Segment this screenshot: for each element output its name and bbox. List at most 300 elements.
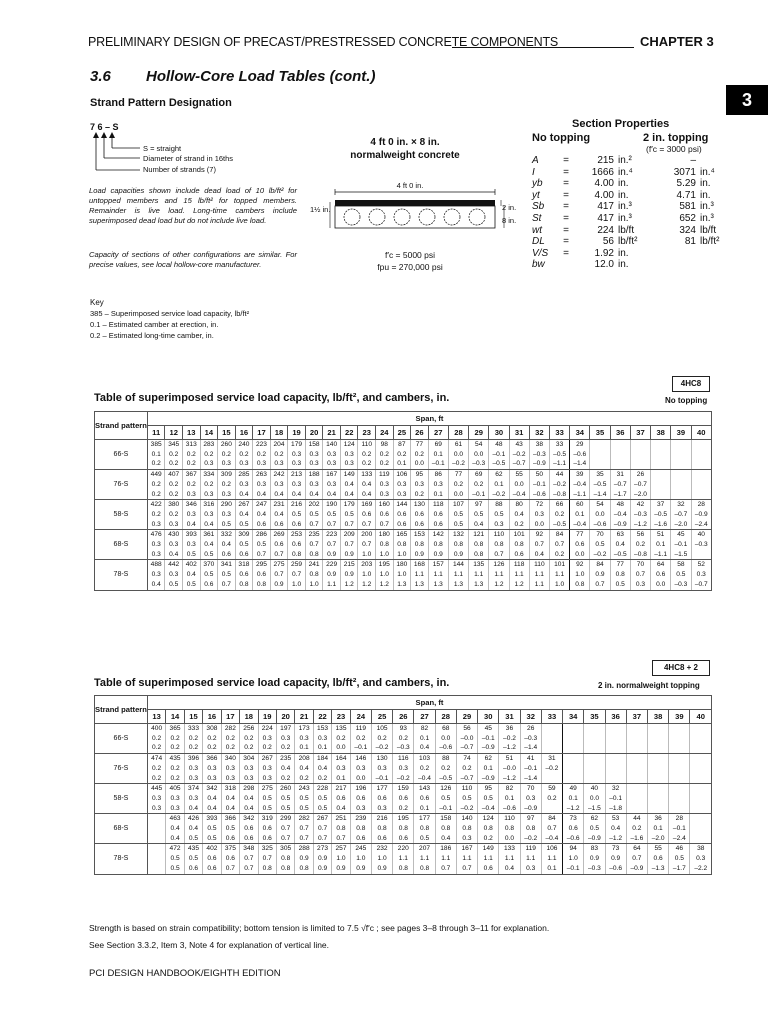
property-cell: =: [563, 178, 569, 190]
table-cell: [651, 459, 671, 469]
table-cell: [605, 754, 626, 764]
table-cell: 0.1: [648, 824, 669, 834]
table-cell: 52: [691, 560, 712, 570]
span-value: 18: [270, 426, 288, 440]
table-row: [95, 794, 712, 804]
table-cell: 318: [221, 784, 239, 794]
table-cell: 0.2: [276, 743, 294, 753]
table-cell: –0.5: [651, 510, 671, 520]
table-cell: –0.2: [590, 550, 610, 560]
table-cell: 0.3: [147, 570, 165, 580]
table-cell: –0.8: [630, 550, 650, 560]
table-cell: 472: [166, 844, 184, 854]
capacity-note: Capacity of sections of other configurations are similar. For precise values, see local hollow-core manufacturer.: [89, 250, 297, 269]
table-cell: 0.5: [218, 570, 236, 580]
table-cell: 38: [529, 440, 549, 450]
table-cell: 48: [489, 440, 509, 450]
table-cell: –0.7: [671, 510, 691, 520]
table-cell: [669, 794, 690, 804]
table-cell: 235: [305, 530, 323, 540]
table-row: [95, 550, 712, 560]
table-cell: 0.6: [258, 824, 276, 834]
property-cell: [698, 248, 732, 260]
table-cell: 346: [183, 500, 201, 510]
table-cell: 118: [509, 560, 529, 570]
table-cell: 1.0: [358, 550, 376, 560]
table-cell: 0.2: [549, 550, 569, 560]
table-cell: 426: [184, 814, 202, 824]
table-cell: 0.5: [671, 570, 691, 580]
table-cell: 0.4: [435, 834, 456, 844]
strand-pattern-label: 76-S: [95, 470, 148, 500]
table-cell: –0.1: [469, 490, 489, 500]
table-cell: 0.0: [529, 520, 549, 530]
table-cell: 0.3: [218, 510, 236, 520]
table-cell: –0.3: [393, 743, 414, 753]
table-cell: 0.6: [221, 834, 239, 844]
table-cell: 135: [332, 724, 350, 734]
table-cell: 0.8: [295, 864, 313, 874]
table-cell: 0.1: [414, 804, 435, 814]
table-cell: 0.4: [414, 743, 435, 753]
table-cell: 97: [469, 500, 489, 510]
table-cell: –2.2: [690, 864, 712, 874]
table-cell: 160: [376, 500, 394, 510]
table-cell: 1.1: [529, 570, 549, 580]
table-cell: 69: [469, 470, 489, 480]
table-cell: –1.2: [630, 520, 650, 530]
table-cell: 393: [183, 530, 201, 540]
span-value: 16: [203, 710, 221, 724]
table-cell: 0.3: [183, 510, 201, 520]
span-value: 19: [288, 426, 306, 440]
property-cell: 81: [684, 236, 696, 248]
table-cell: 149: [340, 470, 358, 480]
table-cell: 69: [428, 440, 448, 450]
property-cell: 224: [597, 224, 614, 236]
table-cell: –0.8: [549, 490, 569, 500]
table-cell: 0.2: [147, 490, 165, 500]
table-cell: –0.6: [499, 804, 520, 814]
table-cell: 42: [630, 500, 650, 510]
table-cell: 402: [183, 560, 201, 570]
drawing-bottom-label: 1½ in.: [310, 205, 331, 214]
property-cell: =: [563, 247, 569, 259]
property-row: [530, 201, 732, 213]
table-cell: 445: [147, 784, 165, 794]
table-cell: [690, 764, 712, 774]
drawing-title-1: 4 ft 0 in. × 8 in.: [370, 137, 440, 148]
property-cell: 56: [602, 236, 614, 248]
table-cell: 70: [590, 530, 610, 540]
table-cell: 1.0: [570, 570, 590, 580]
table-cell: –1.2: [605, 834, 626, 844]
table-cell: 0.7: [270, 570, 288, 580]
table-row: [95, 500, 712, 510]
table-cell: –1.4: [570, 459, 590, 469]
table-cell: 0.7: [221, 864, 239, 874]
concrete-strength: f′c = 5000 psi: [384, 250, 436, 260]
table-cell: 0.6: [414, 794, 435, 804]
table-cell: –0.6: [570, 450, 590, 460]
table-cell: –0.5: [489, 459, 509, 469]
property-cell: lb/ft: [700, 224, 717, 236]
table-cell: 62: [478, 754, 499, 764]
table-cell: 0.2: [200, 450, 218, 460]
table-cell: 0.7: [489, 550, 509, 560]
table-cell: 1.1: [393, 854, 414, 864]
table-cell: [541, 804, 562, 814]
table-cell: 0.9: [371, 864, 392, 874]
chapter-label: CHAPTER 3: [640, 34, 714, 49]
table-cell: 62: [489, 470, 509, 480]
table-cell: 195: [393, 814, 414, 824]
table-cell: 476: [147, 530, 165, 540]
property-cell: wt: [532, 224, 542, 236]
table-cell: 0.3: [218, 459, 236, 469]
table-cell: 1.0: [376, 570, 394, 580]
table-cell: 173: [295, 724, 313, 734]
table-cell: 267: [258, 754, 276, 764]
table-cell: 299: [276, 814, 294, 824]
table-cell: 0.7: [435, 864, 456, 874]
table-cell: 342: [203, 784, 221, 794]
table-cell: 463: [166, 814, 184, 824]
table-cell: 217: [332, 784, 350, 794]
property-row: [530, 248, 732, 260]
table-cell: 0.7: [332, 834, 350, 844]
span-value: 35: [590, 426, 610, 440]
table-cell: 0.5: [489, 510, 509, 520]
table-cell: 0.7: [313, 834, 331, 844]
table-cell: 77: [411, 440, 429, 450]
table-cell: –0.4: [610, 510, 630, 520]
table-cell: 0.8: [393, 540, 411, 550]
table-cell: 0.4: [221, 794, 239, 804]
table-cell: [690, 824, 712, 834]
table-cell: [691, 470, 712, 480]
table-cell: 58: [671, 560, 691, 570]
table-cell: 260: [276, 784, 294, 794]
table-cell: 435: [184, 844, 202, 854]
table-cell: [690, 814, 712, 824]
table-cell: 180: [393, 560, 411, 570]
table-cell: 0.4: [253, 510, 271, 520]
table-cell: –0.6: [605, 864, 626, 874]
properties-topping-strength: (f′c = 3000 psi): [646, 144, 702, 154]
table-cell: [630, 450, 650, 460]
table-cell: 0.1: [570, 510, 590, 520]
table-cell: 157: [428, 560, 448, 570]
property-cell: in.: [700, 178, 711, 190]
table-cell: –1.1: [549, 459, 569, 469]
table-cell: [590, 459, 610, 469]
table-cell: 0.2: [448, 480, 468, 490]
table-cell: 223: [323, 530, 341, 540]
table-cell: 282: [221, 724, 239, 734]
table-cell: 0.7: [276, 824, 294, 834]
table-cell: 0.5: [276, 794, 294, 804]
table-cell: [626, 774, 647, 784]
table-cell: 0.6: [651, 570, 671, 580]
table-cell: [626, 734, 647, 744]
table-cell: 1.3: [428, 580, 448, 590]
table-cell: 0.5: [200, 550, 218, 560]
table-cell: [541, 774, 562, 784]
span-value: 29: [469, 426, 489, 440]
table-cell: 74: [456, 754, 477, 764]
table-cell: 0.7: [323, 540, 341, 550]
table-cell: 0.4: [203, 804, 221, 814]
table-cell: 207: [414, 844, 435, 854]
table-cell: [605, 734, 626, 744]
table-cell: 0.3: [393, 764, 414, 774]
table-cell: 0.5: [218, 520, 236, 530]
table-cell: 0.6: [570, 540, 590, 550]
property-cell: in.³: [618, 212, 632, 224]
property-cell: in.³: [700, 212, 714, 224]
table-row: [95, 834, 712, 844]
table-cell: 0.9: [323, 570, 341, 580]
table-cell: 0.4: [253, 490, 271, 500]
table-cell: 290: [218, 500, 236, 510]
table-cell: 0.5: [253, 540, 271, 550]
table-cell: 0.6: [428, 510, 448, 520]
span-value: 17: [221, 710, 239, 724]
header-rule: [452, 47, 634, 48]
table-cell: 44: [626, 814, 647, 824]
table-cell: 224: [258, 724, 276, 734]
table-row: [95, 804, 712, 814]
table-cell: 0.2: [630, 540, 650, 550]
table-cell: –0.4: [570, 480, 590, 490]
table-cell: [648, 734, 669, 744]
property-cell: 12.0: [594, 259, 614, 271]
table-cell: 73: [605, 844, 626, 854]
table-cell: 316: [200, 500, 218, 510]
table-cell: [610, 440, 630, 450]
table-cell: 144: [448, 560, 468, 570]
table-cell: [147, 824, 165, 834]
property-cell: in.: [700, 189, 711, 201]
table-cell: –0.1: [428, 459, 448, 469]
table-cell: 0.3: [166, 804, 184, 814]
table-cell: 133: [358, 470, 376, 480]
table-cell: 0.6: [332, 794, 350, 804]
table-cell: 63: [610, 530, 630, 540]
table-cell: 0.3: [305, 480, 323, 490]
span-value: 32: [529, 426, 549, 440]
table-cell: 0.2: [165, 450, 183, 460]
table-cell: 332: [218, 530, 236, 540]
table-cell: 0.9: [295, 854, 313, 864]
table-cell: –0.1: [529, 480, 549, 490]
table-row: [95, 520, 712, 530]
table-cell: 0.8: [478, 824, 499, 834]
table-cell: 37: [651, 500, 671, 510]
table-cell: –0.7: [630, 480, 650, 490]
table-cell: 0.6: [258, 834, 276, 844]
table-cell: 0.9: [350, 864, 371, 874]
table-cell: 0.7: [258, 854, 276, 864]
section-number: 3.6: [90, 68, 111, 85]
table-cell: 0.4: [340, 490, 358, 500]
table-cell: 1.2: [340, 580, 358, 590]
span-value: 31: [499, 710, 520, 724]
table-cell: 51: [499, 754, 520, 764]
table-cell: 285: [235, 470, 253, 480]
table-cell: 56: [456, 724, 477, 734]
table-cell: 59: [541, 784, 562, 794]
table-row: [95, 480, 712, 490]
table-cell: 0.8: [489, 540, 509, 550]
table-cell: 203: [358, 560, 376, 570]
table-cell: 245: [350, 844, 371, 854]
table-cell: 0.4: [200, 520, 218, 530]
table-cell: 35: [590, 470, 610, 480]
strand-pattern-label: 66-S: [95, 724, 148, 754]
table-cell: 0.3: [340, 459, 358, 469]
table-cell: –0.3: [520, 734, 541, 744]
table-cell: –0.1: [563, 864, 584, 874]
table-cell: –0.6: [529, 490, 549, 500]
table-cell: 0.0: [469, 450, 489, 460]
table-cell: [541, 724, 562, 734]
table-cell: 229: [323, 560, 341, 570]
table-cell: 0.1: [393, 459, 411, 469]
table-cell: 1.0: [332, 854, 350, 864]
table-cell: 0.7: [340, 520, 358, 530]
table-cell: [147, 844, 165, 854]
table-cell: 256: [240, 724, 258, 734]
table-cell: 0.6: [235, 550, 253, 560]
table-cell: 0.5: [184, 834, 202, 844]
table-cell: 46: [669, 844, 690, 854]
table-cell: 132: [448, 530, 468, 540]
table-cell: 93: [393, 724, 414, 734]
table-cell: 0.6: [235, 570, 253, 580]
table-cell: 0.2: [147, 774, 165, 784]
table-cell: 184: [313, 754, 331, 764]
strand-pattern-label: 68-S: [95, 814, 148, 844]
table-cell: 77: [570, 530, 590, 540]
table-cell: [648, 724, 669, 734]
table-cell: 361: [200, 530, 218, 540]
property-row: [530, 236, 732, 248]
table-cell: 242: [270, 470, 288, 480]
load-note: Load capacities shown include dead load of 10 lb/ft² for untopped members and 15 lb/ft² for topped members. Remainder is live load. Long-time cambers include superimposed dead load but do not include live load.: [89, 186, 297, 225]
table-cell: [669, 804, 690, 814]
table-cell: 0.6: [350, 834, 371, 844]
table-cell: 0.8: [499, 824, 520, 834]
span-value: 35: [584, 710, 605, 724]
table-cell: 0.1: [313, 743, 331, 753]
table-cell: 0.3: [276, 734, 294, 744]
property-cell: 581: [679, 201, 696, 213]
property-cell: 417: [597, 201, 614, 213]
table-cell: 0.4: [147, 580, 165, 590]
table-cell: [691, 480, 712, 490]
table-cell: 86: [428, 470, 448, 480]
table-cell: 0.3: [240, 764, 258, 774]
table-cell: 213: [288, 470, 306, 480]
property-cell: I: [532, 166, 535, 178]
span-value: 26: [411, 426, 429, 440]
table-cell: 0.0: [584, 794, 605, 804]
table-cell: 0.2: [203, 743, 221, 753]
table-cell: [626, 794, 647, 804]
table-cell: 0.4: [469, 520, 489, 530]
table-cell: [610, 450, 630, 460]
table-cell: 36: [499, 724, 520, 734]
span-value: 13: [147, 710, 165, 724]
table-cell: [626, 724, 647, 734]
table-cell: 0.2: [166, 764, 184, 774]
table-cell: 286: [253, 530, 271, 540]
span-value: 29: [456, 710, 477, 724]
table-cell: 309: [218, 470, 236, 480]
table-cell: 0.6: [240, 834, 258, 844]
table-cell: –0.1: [671, 540, 691, 550]
drawing-topping-label: 2 in.: [502, 203, 517, 212]
table-cell: –0.5: [549, 520, 569, 530]
table-cell: 0.2: [147, 480, 165, 490]
table-cell: 0.5: [448, 520, 468, 530]
table-cell: 449: [147, 470, 165, 480]
table-cell: –0.9: [520, 804, 541, 814]
property-cell: –: [690, 155, 696, 166]
table-cell: –2.0: [630, 490, 650, 500]
table-cell: 0.4: [184, 824, 202, 834]
table-cell: 28: [669, 814, 690, 824]
table-cell: [691, 459, 712, 469]
table-cell: 0.6: [253, 520, 271, 530]
table-cell: 209: [340, 530, 358, 540]
table-cell: 0.3: [200, 490, 218, 500]
table-cell: –0.1: [350, 743, 371, 753]
table-cell: 105: [371, 724, 392, 734]
table-cell: 0.0: [448, 490, 468, 500]
key-line-erection: 0.1 – Estimated camber at erection, in.: [90, 320, 219, 329]
table-cell: 0.6: [411, 520, 429, 530]
property-cell: [556, 259, 576, 271]
table-cell: 0.2: [203, 734, 221, 744]
table-cell: 88: [489, 500, 509, 510]
table-cell: 0.5: [295, 804, 313, 814]
table-cell: 0.4: [509, 510, 529, 520]
table-cell: 488: [147, 560, 165, 570]
table-cell: 1.3: [469, 580, 489, 590]
property-cell: [698, 259, 732, 271]
span-value: 21: [295, 710, 313, 724]
table2-topping: 2 in. normalweight topping: [598, 681, 700, 690]
table-cell: 0.3: [288, 480, 306, 490]
table-cell: 319: [258, 814, 276, 824]
table-cell: 251: [332, 814, 350, 824]
table-cell: [671, 470, 691, 480]
span-value: 21: [323, 426, 341, 440]
table-cell: 82: [414, 724, 435, 734]
table-cell: 216: [288, 500, 306, 510]
table-cell: 126: [435, 784, 456, 794]
table-cell: 0.7: [313, 824, 331, 834]
table-cell: –0.1: [478, 734, 499, 744]
table-cell: –0.3: [630, 510, 650, 520]
table-cell: 1.1: [520, 854, 541, 864]
table-cell: 0.3: [323, 480, 341, 490]
table-cell: –1.5: [584, 804, 605, 814]
span-header: Span, ft: [147, 412, 711, 426]
